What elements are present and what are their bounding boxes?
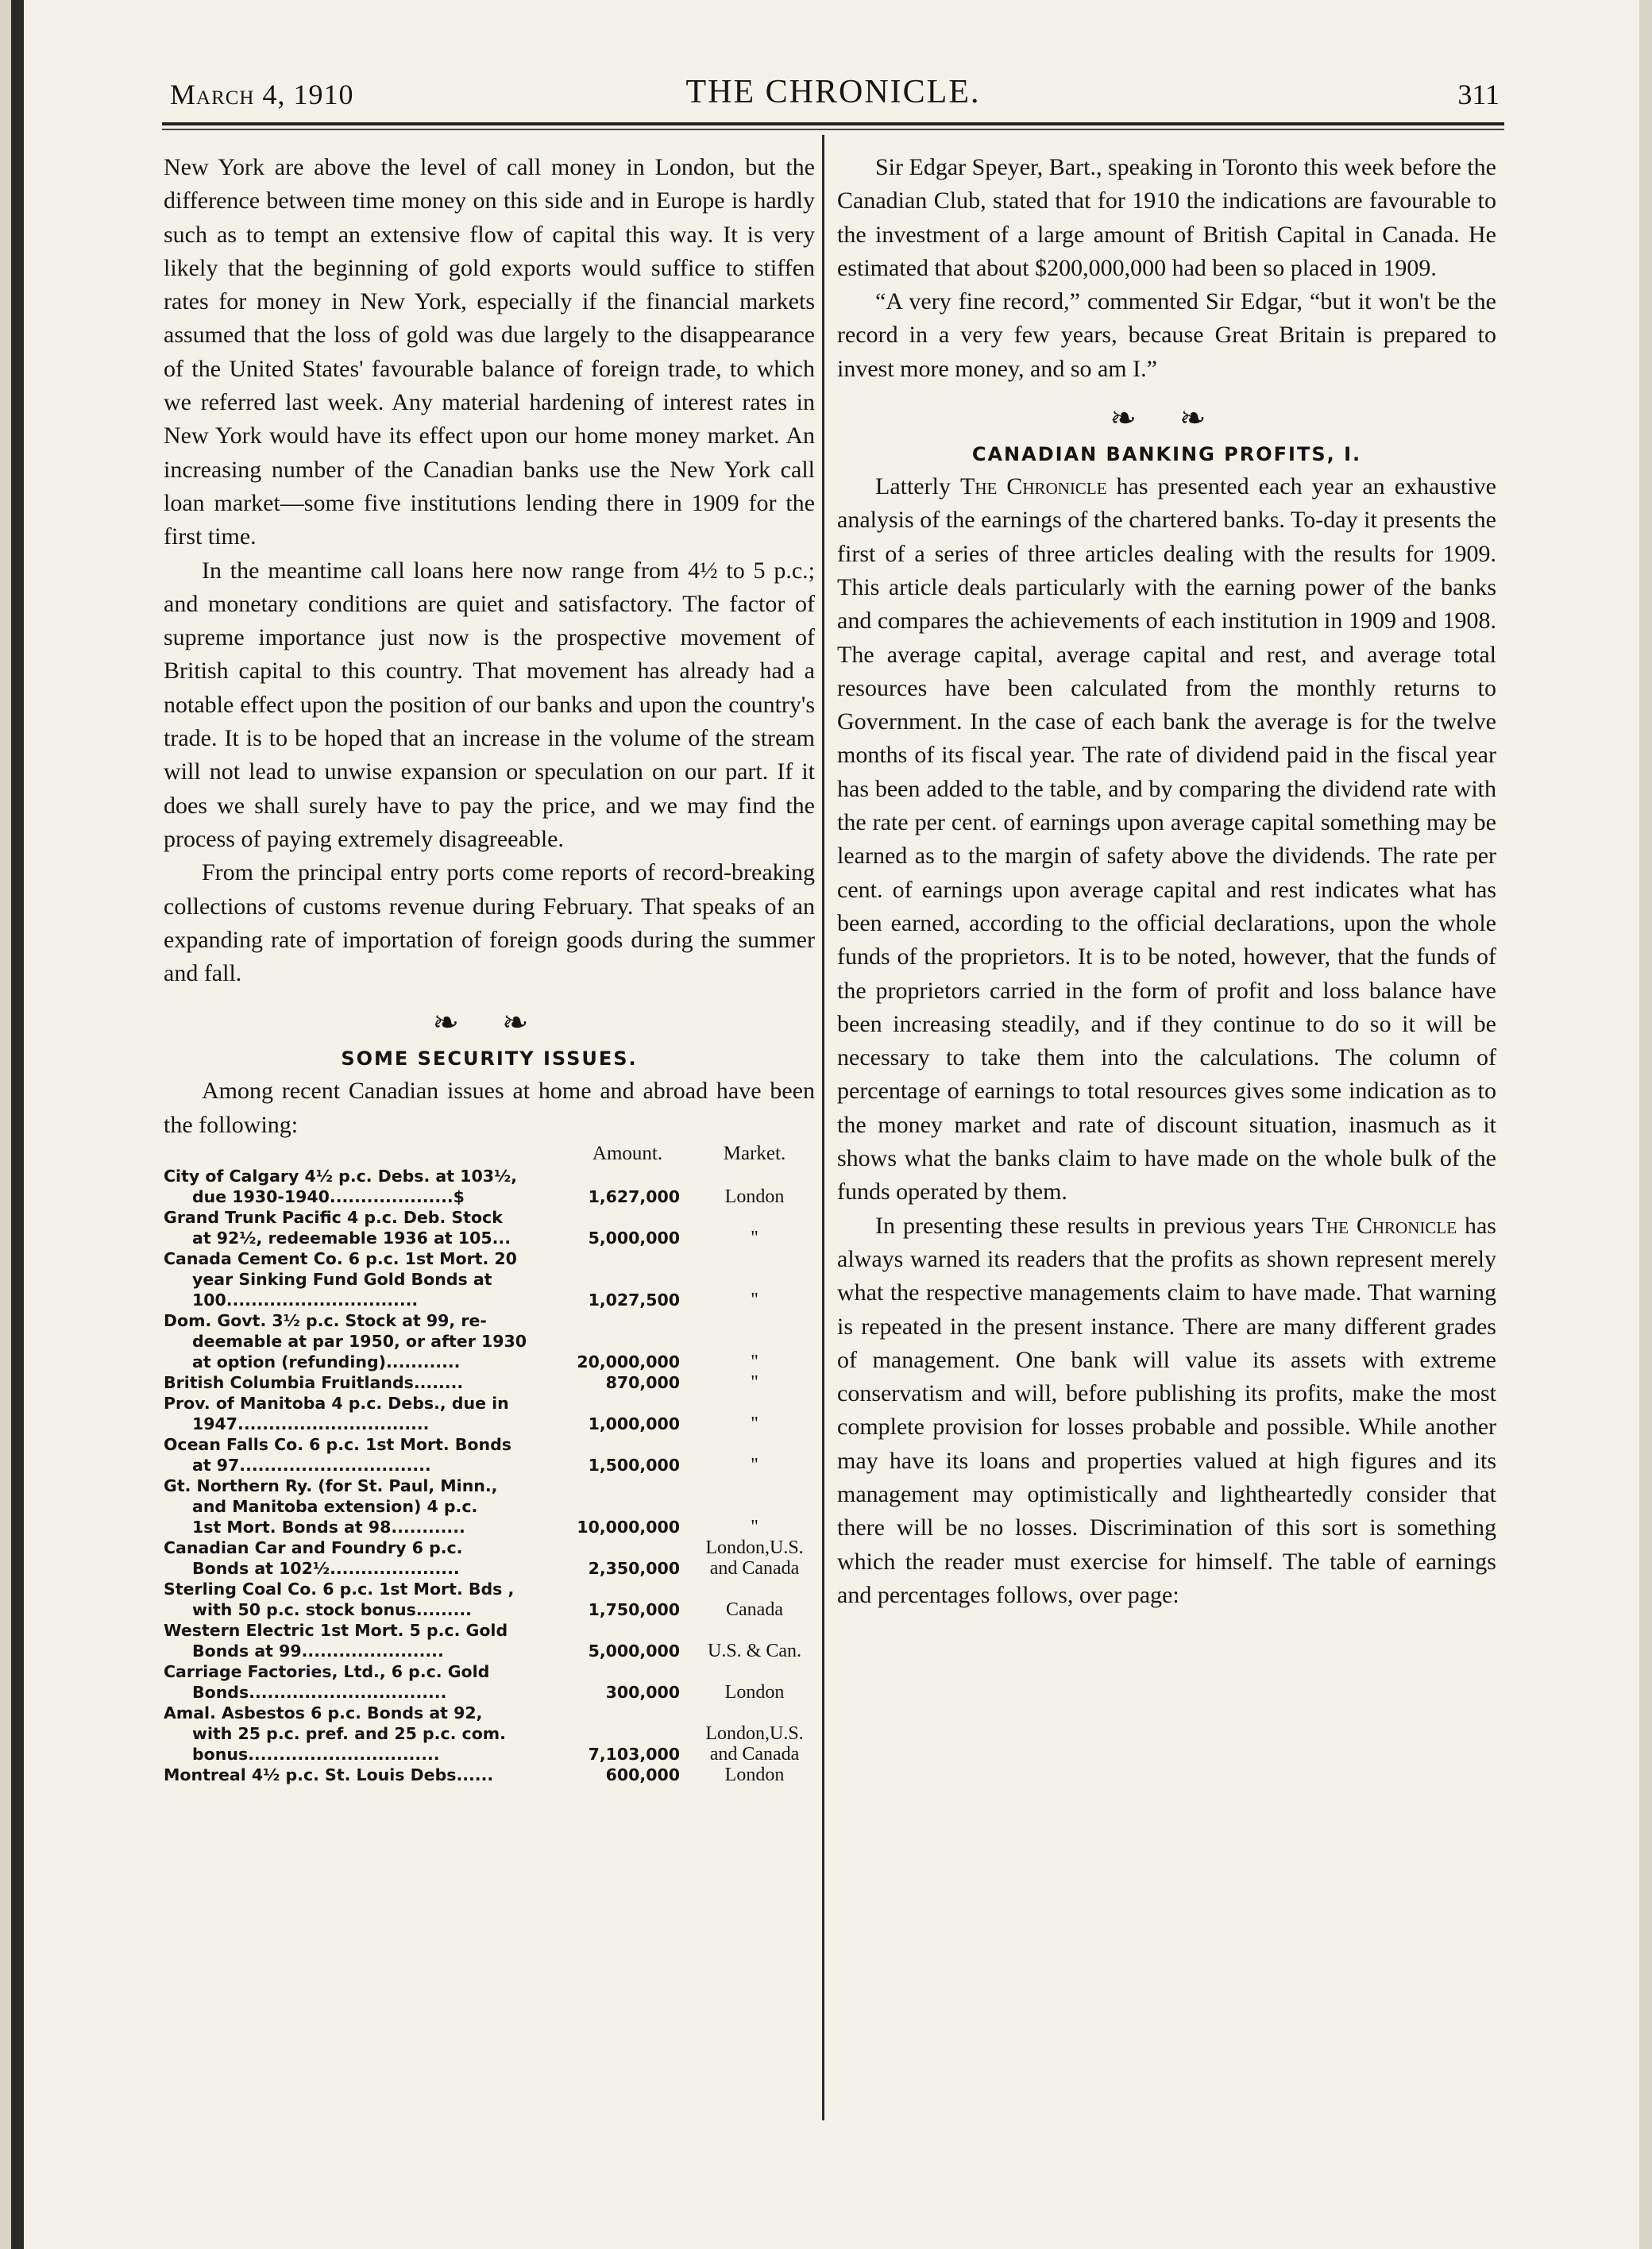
issue-description-line: Gt. Northern Ry. (for St. Paul, Minn., [164, 1476, 498, 1496]
issue-description-line: Ocean Falls Co. 6 p.c. 1st Mort. Bonds [164, 1435, 511, 1455]
article-paragraph: In the meantime call loans here now range from 4½ to 5 p.c.; and monetary conditions are quiet and satisfactory. The factor of supreme importance just now is the prospective movement of British capital to this country. That movement has already had a notable effect upon the position of our banks and upon the country's trade. It is to be hoped that an increase in the volume of the stream will not lead to unwise expansion or speculation on our part. If it does we shall surely have to pay the price, and we may find the process of paying extremely disagreeable. [164, 557, 815, 852]
issue-amount: 300,000 [605, 1683, 680, 1703]
issue-market-line: " [751, 1372, 758, 1394]
issue-description-line: Amal. Asbestos 6 p.c. Bonds at 92, [164, 1703, 483, 1723]
issue-market-line: Canada [726, 1599, 783, 1621]
issue-description-line: with 25 p.c. pref. and 25 p.c. com. [192, 1724, 506, 1744]
table-row [164, 1537, 815, 1579]
issue-description [164, 1310, 561, 1372]
issue-description-line: City of Calgary 4½ p.c. Debs. at 103½, [164, 1167, 517, 1186]
issue-amount: 1,000,000 [588, 1414, 680, 1434]
issue-market [694, 1310, 815, 1372]
issue-market [694, 1393, 815, 1434]
table-row [164, 1166, 815, 1207]
section-heading: SOME SECURITY ISSUES. [341, 1047, 638, 1070]
page-header [162, 73, 1504, 118]
table-row [164, 1310, 815, 1372]
issue-description-line: at 92½, redeemable 1936 at 105... [192, 1229, 511, 1248]
issue-market-line: " [751, 1290, 758, 1311]
issue-description-line: and Manitoba extension) 4 p.c. [192, 1497, 478, 1517]
issue-description [164, 1393, 561, 1434]
issue-amount: 10,000,000 [577, 1518, 680, 1537]
issue-market-line: " [751, 1414, 758, 1435]
issue-description-line: Dom. Govt. 3½ p.c. Stock at 99, re- [164, 1311, 487, 1331]
issue-market [694, 1166, 815, 1207]
issue-description [164, 1703, 561, 1765]
text-run: In presenting these results in previous years [875, 1212, 1312, 1239]
section-ornament: ❧ ❧ [432, 1005, 546, 1041]
issue-description [164, 1476, 561, 1537]
issue-amount: 5,000,000 [588, 1641, 680, 1661]
table-row [164, 1207, 815, 1248]
issue-description-line: deemable at par 1950, or after 1930 [192, 1332, 527, 1352]
issue-description-line: Grand Trunk Pacific 4 p.c. Deb. Stock [164, 1208, 503, 1228]
table-row [164, 1434, 815, 1476]
issue-description [164, 1248, 561, 1310]
table-header-description [164, 1142, 561, 1166]
article-paragraph [837, 470, 1496, 1209]
issue-market [694, 1248, 815, 1310]
issue-amount: 1,500,000 [588, 1456, 680, 1476]
issue-description-line: Bonds................................ [192, 1683, 447, 1703]
issue-market-line: London [724, 1765, 785, 1786]
issue-market [694, 1476, 815, 1537]
issue-market [694, 1703, 815, 1765]
table-row [164, 1476, 815, 1537]
issue-market [694, 1765, 815, 1785]
table-row [164, 1620, 815, 1661]
issue-description-line: 1947............................... [192, 1414, 430, 1434]
issue-market-line: and Canada [709, 1744, 800, 1765]
article-paragraph: Sir Edgar Speyer, Bart., speaking in Toronto this week before the Canadian Club, stated that for 1910 the indications are favourable to the investment of a large amount of British Capital in Canada. He estimated that about $200,000,000 had been so placed in 1909. [837, 154, 1496, 281]
issue-market [694, 1372, 815, 1393]
table-row [164, 1765, 815, 1785]
table-row [164, 1703, 815, 1765]
issue-market [694, 1434, 815, 1476]
issue-amount: 1,027,500 [588, 1290, 680, 1310]
issue-market [694, 1661, 815, 1703]
issue-description-line: year Sinking Fund Gold Bonds at [192, 1270, 492, 1290]
issue-description [164, 1434, 561, 1476]
issue-description [164, 1765, 561, 1785]
text-run: has always warned its readers that the profits as shown represent merely what the respective managements claim to have made. That warning is repeated in the present instance. There are many different grades of management. One bank will value its assets with extreme conservatism and will, before publishing its profits, make the most complete provision for losses probable and possible. While another may have its loans and properties valued at high figures and its management may optimistically and lightheartedly consider that there will be no losses. Discrimination of this sort is something which the reader must exercise for himself. The table of earnings and percentages follows, over page: [837, 1212, 1496, 1608]
issue-market [694, 1207, 815, 1248]
issue-description-line: bonus............................... [192, 1745, 440, 1765]
text-run: Latterly [875, 473, 961, 500]
table-header-market: Market. [723, 1143, 786, 1165]
table-row [164, 1579, 815, 1620]
table-row [164, 1661, 815, 1703]
issue-description [164, 1166, 561, 1207]
issue-market-line: " [751, 1517, 758, 1538]
issue-description-line: at option (refunding)............ [192, 1352, 461, 1372]
table-row [164, 1248, 815, 1310]
issue-market [694, 1579, 815, 1620]
issue-amount: 20,000,000 [577, 1352, 680, 1372]
article-paragraph [837, 1209, 1496, 1613]
issue-market-line: London [724, 1186, 785, 1208]
right-column [837, 151, 1496, 1612]
issue-description-line: Canadian Car and Foundry 6 p.c. [164, 1538, 463, 1558]
table-header-amount: Amount. [592, 1143, 663, 1165]
issue-market-line: London [724, 1682, 785, 1703]
issue-amount: 600,000 [605, 1765, 680, 1785]
issue-description-line: Carriage Factories, Ltd., 6 p.c. Gold [164, 1662, 490, 1682]
issue-description [164, 1537, 561, 1579]
table-row [164, 1372, 815, 1393]
issue-amount: 1,627,000 [588, 1187, 680, 1207]
issue-description [164, 1579, 561, 1620]
issue-description-line: Montreal 4½ p.c. St. Louis Debs...... [164, 1765, 494, 1785]
issue-market-line: London,U.S. [705, 1537, 804, 1559]
issue-description [164, 1620, 561, 1661]
column-divider [822, 135, 824, 2120]
issue-amount: 870,000 [605, 1373, 680, 1393]
issue-market-line: " [751, 1352, 758, 1373]
issue-market [694, 1537, 815, 1579]
issue-amount: 2,350,000 [588, 1559, 680, 1579]
table-body [164, 1166, 815, 1785]
issue-market [694, 1620, 815, 1661]
issue-amount: 1,750,000 [588, 1600, 680, 1620]
left-column [164, 151, 815, 1785]
issue-amount: 5,000,000 [588, 1229, 680, 1248]
publication-title: THE CHRONICLE. [685, 74, 981, 110]
table-row [164, 1393, 815, 1434]
page-number: 311 [1457, 79, 1500, 110]
issue-market-line: " [751, 1455, 758, 1476]
issue-description [164, 1207, 561, 1248]
issue-market-line: " [751, 1228, 758, 1249]
binding-edge [11, 0, 24, 2249]
issue-description-line: Sterling Coal Co. 6 p.c. 1st Mort. Bds , [164, 1580, 515, 1599]
section-intro: Among recent Canadian issues at home and abroad have been the following: [164, 1078, 815, 1138]
newspaper-page [11, 0, 1639, 2249]
section-heading: CANADIAN BANKING PROFITS, I. [971, 443, 1362, 466]
security-issues-table [164, 1142, 815, 1785]
publication-name: The Chronicle [960, 473, 1107, 500]
issue-description [164, 1661, 561, 1703]
issue-description-line: Prov. of Manitoba 4 p.c. Debs., due in [164, 1394, 509, 1414]
section-ornament: ❧ ❧ [1110, 400, 1224, 437]
issue-amount: 7,103,000 [588, 1745, 680, 1765]
issue-market-line: and Canada [709, 1558, 800, 1580]
issue-market-line: U.S. & Can. [707, 1641, 801, 1662]
issue-date: March 4, 1910 [170, 79, 354, 110]
article-paragraph: From the principal entry ports come reports of record-breaking collections of customs revenue during February. That speaks of an expanding rate of importation of foreign goods during the summer and fall. [164, 859, 815, 987]
text-run: has presented each year an exhaustive analysis of the earnings of the chartered banks. To-day it presents the first of a series of three articles dealing with the results for 1909. This article deals particularly with the earning power of the banks and compares the achievements of each institution in 1909 and 1908. The average capital, average capital and rest, and average total resources have been calculated from the monthly returns to Government. In the case of each bank the average is for the twelve months of its fiscal year. The rate of dividend paid in the fiscal year has been added to the table, and by comparing the dividend rate with the rate per cent. of earnings upon average capital something may be learned as to the margin of safety above the dividends. The rate per cent. of earnings upon average capital and rest indicates what has been earned, according to the official declarations, upon the whole funds of the proprietors. It is to be noted, however, that the funds of the proprietors carried in the form of profit and loss balance have been increasing steadily, and if they continue to do so it will be necessary to take them into the calculations. The column of percentage of earnings to total resources gives some indication as to the money market and rate of discount situation, inasmuch as it shows what the banks claim to have made on the whole bulk of the funds operated by them. [837, 473, 1496, 1206]
issue-description-line: at 97............................... [192, 1456, 431, 1476]
issue-description-line: Bonds at 102½..................... [192, 1559, 460, 1579]
issue-description-line: due 1930-1940....................$ [192, 1187, 465, 1207]
issue-description-line: British Columbia Fruitlands........ [164, 1373, 464, 1393]
article-paragraph: New York are above the level of call money in London, but the difference between time money on this side and in Europe is hardly such as to tempt an extensive flow of capital this way. It is very likely that the beginning of gold exports would suffice to stiffen rates for money in New York, especially if the financial markets assumed that the loss of gold was due largely to the disappearance of the United States' favourable balance of foreign trade, to which we referred last week. Any material hardening of interest rates in New York would have its effect upon our home money market. An increasing number of the Canadian banks use the New York call loan market—some five institutions lending there in 1909 for the first time. [164, 154, 815, 550]
article-paragraph: “A very fine record,” commented Sir Edgar, “but it won't be the record in a very few years, because Great Britain is prepared to invest more money, and so am I.” [837, 288, 1496, 382]
issue-description-line: with 50 p.c. stock bonus......... [192, 1600, 472, 1620]
issue-description-line: 1st Mort. Bonds at 98............ [192, 1518, 465, 1537]
issue-market-line: London,U.S. [705, 1723, 804, 1745]
header-rule [162, 122, 1504, 125]
issue-description-line: Canada Cement Co. 6 p.c. 1st Mort. 20 [164, 1249, 517, 1269]
issue-description-line: Bonds at 99....................... [192, 1641, 444, 1661]
issue-description-line: 100............................... [192, 1290, 419, 1310]
header-rule-thin [162, 129, 1504, 130]
publication-name: The Chronicle [1311, 1212, 1457, 1239]
issue-description-line: Western Electric 1st Mort. 5 p.c. Gold [164, 1621, 508, 1641]
issue-description [164, 1372, 561, 1393]
